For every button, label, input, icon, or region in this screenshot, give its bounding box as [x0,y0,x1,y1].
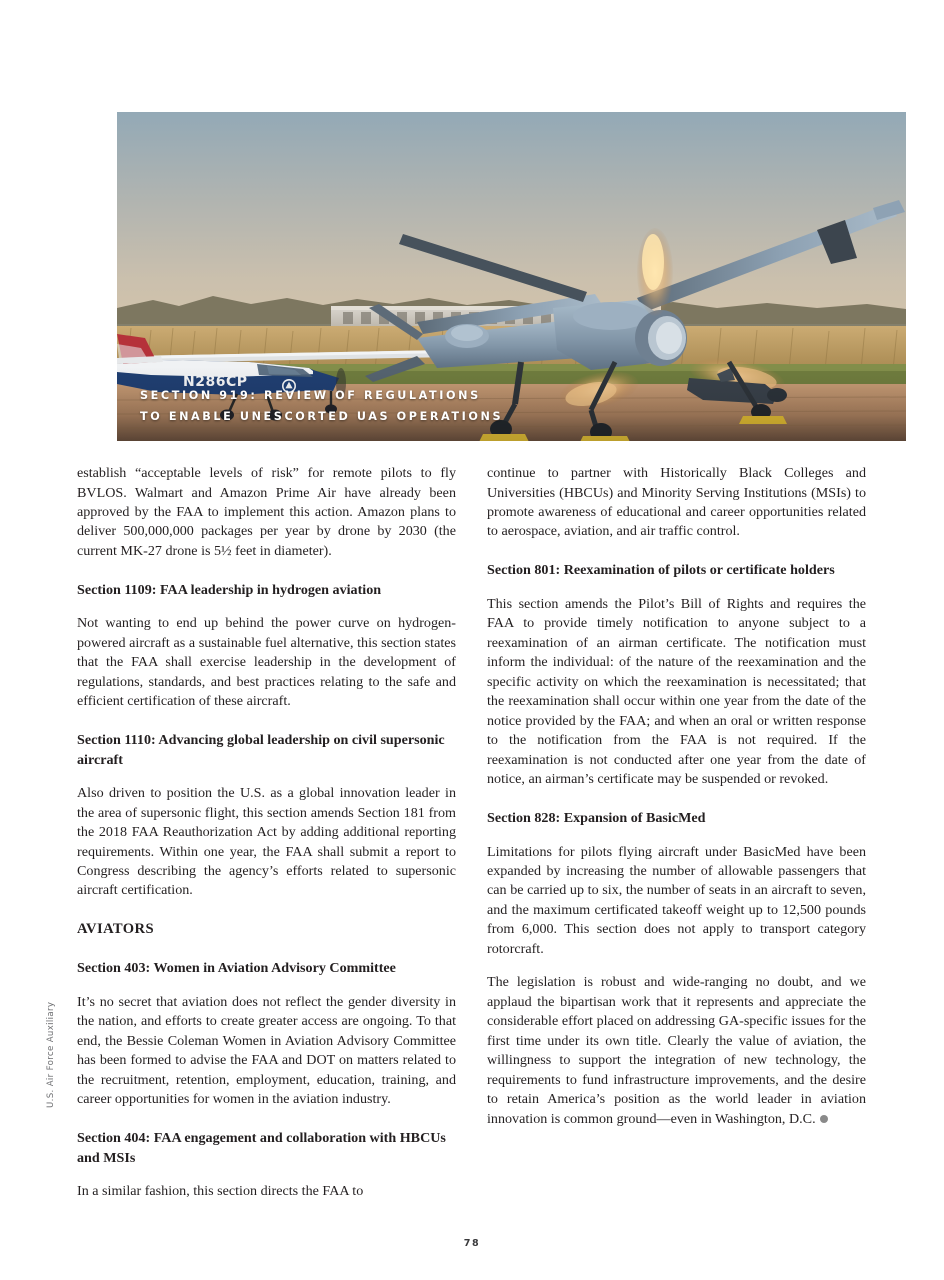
photo-caption-line-2: TO ENABLE UNESCORTED UAS OPERATIONS [140,410,504,423]
section-heading: Section 404: FAA engagement and collaboration with HBCUs and MSIs [77,1130,446,1166]
closing-paragraph [487,973,866,1129]
paragraph-text: establish “acceptable levels of risk” for remote pilots to fly BVLOS. Walmart and Amazon Prime Air have already been approved by the FAA to implement this action. Amazon plans to deliver 500,000,000 packages per year by drone by 2030 (the current MK-27 drone is 5½ feet in diameter). [77,465,456,559]
section-block-1109 [77,581,456,712]
section-body: Also driven to position the U.S. as a global innovation leader in the area of supersonic flight, this section amends Section 181 from the 2018 FAA Reauthorization Act by adding additional reporting requirements. Within one year, the FAA shall submit a report to Congress describing the agency’s efforts related to supersonic aircraft certification. [77,785,456,899]
section-body: This section amends the Pilot’s Bill of Rights and requires the FAA to provide timely notification to anyone subject to a reexamination of an airman certificate. The notification must inform the individual: of the nature of the reexamination and the specific activity on which the reexamination is necessitated; that the reexamination shall occur within one year from the date of the notice provided by the FAA; and when an oral or written response to the notification from the FAA is not required. If the reexamination is not conducted after one year from the date of notice, an airman’s certificate may be suspended or revoked. [487,595,866,788]
section-body: In a similar fashion, this section directs the FAA to [77,1183,364,1200]
section-block-801 [487,561,866,789]
section-body: It’s no secret that aviation does not reflect the gender diversity in the nation, and efforts to create greater access are ongoing. To that end, the Bessie Coleman Women in Aviation Advisory Committee has been formed to advise the FAA and DOT on matters related to the recruitment, retention, employment, education, training, and career opportunities for women in the aviation industry. [77,993,456,1108]
closing-paragraph-text: The legislation is robust and wide-ranging no doubt, and we applaud the bipartisan work that it represents and appreciate the considerable effort placed on addressing GA-specific issues for the first time under its own title. Clearly the value of aviation, the willingness to support the integration of new technology, the requirements to fund infrastructure improvements, and the desire to retain America’s position as the world leader in aviation innovation is common ground—even in Washington, D.C. [487,974,866,1127]
paragraph-block [77,464,456,561]
paragraph-text: continue to partner with Historically Black Colleges and Universities (HBCUs) and Minority Serving Institutions (MSIs) to promote awareness of educational and career opportunities related to aerospace, aviation, and air traffic control. [487,465,866,540]
article-photo [117,112,906,441]
photo-credit-sidebar: U.S. Air Force Auxiliary [46,1001,56,1108]
photo-caption [140,385,700,427]
section-heading: Section 828: Expansion of BasicMed [487,809,706,826]
page-number: 78 [463,1238,481,1249]
section-heading: Section 1109: FAA leadership in hydrogen aviation [77,581,382,598]
end-mark-icon [820,1115,828,1123]
photo-caption-line-1: SECTION 919: REVIEW OF REGULATIONS [140,389,481,402]
section-heading: Section 403: Women in Aviation Advisory Committee [77,960,396,977]
section-block-1110 [77,731,456,901]
section-block-828 [487,809,866,1129]
section-body: Not wanting to end up behind the power curve on hydrogen-powered aircraft as a sustainable fuel alternative, this section states that the FAA shall exercise leadership in the development of regulations, standards, and best practices relating to the safe and efficient certification of these aircraft. [77,615,456,710]
section-block-404 [77,1129,456,1201]
column-right [487,450,866,1230]
section-block-403 [77,959,456,1109]
category-heading-aviators: AVIATORS [77,921,155,938]
section-heading: Section 801: Reexamination of pilots or certificate holders [487,562,835,579]
column-left [77,450,456,1230]
section-body: Limitations for pilots flying aircraft under BasicMed have been expanded by increasing the number of allowable passengers that can be carried up to six, the number of seats in an aircraft to seven, and the maximum certificated takeoff weight up to 12,500 pounds from 6,000. This section does not apply to transport category rotorcraft. [487,843,866,957]
paragraph-block [487,464,866,542]
section-heading: Section 1110: Advancing global leadership on civil supersonic aircraft [77,732,445,768]
article-body [77,450,866,1230]
